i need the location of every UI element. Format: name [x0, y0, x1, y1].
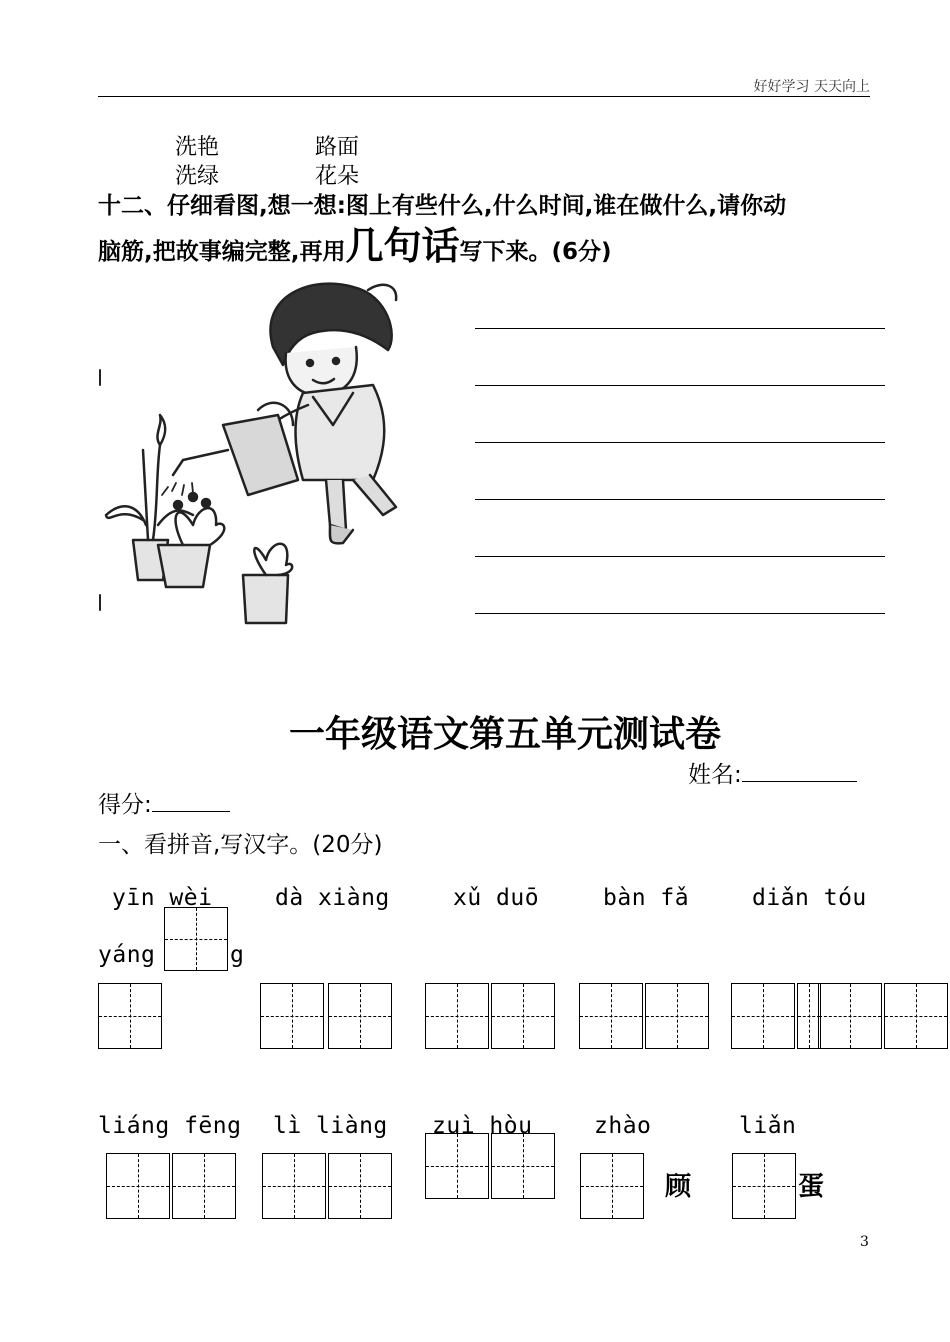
header-rule: [98, 96, 870, 97]
writing-line-3[interactable]: [475, 442, 885, 443]
writing-box-r1-2[interactable]: [260, 983, 324, 1049]
score-field: [98, 786, 230, 819]
writing-box-r1-1[interactable]: [98, 983, 162, 1049]
pinyin-1-6: yáng: [98, 942, 156, 968]
score-blank[interactable]: [152, 791, 230, 812]
writing-box-r1-6[interactable]: [579, 983, 643, 1049]
eye-left-shape: [307, 360, 313, 366]
writing-box-overlap[interactable]: [164, 907, 228, 971]
q12-line2-emphasis: 几句话: [345, 224, 460, 268]
char-dan: 蛋: [798, 1172, 825, 1202]
pinyin-1-5: diǎn tóu: [752, 885, 867, 911]
q12-line1: 十二、仔细看图,想一想:图上有些什么,什么时间,谁在做什么,请你动: [98, 193, 787, 219]
eye-right-shape: [333, 358, 339, 364]
writing-line-4[interactable]: [475, 499, 885, 500]
writing-box-r2-8[interactable]: [732, 1153, 796, 1219]
pinyin-1-1: yīn wèi: [112, 885, 213, 911]
writing-line-1[interactable]: [475, 328, 885, 329]
pinyin-2-2: lì liàng: [273, 1113, 388, 1139]
watering-can-body: [223, 415, 298, 495]
pinyin-2-1: liáng fēng: [98, 1113, 242, 1139]
char-gu: 顾: [665, 1172, 692, 1202]
body-shape: [296, 385, 385, 480]
writing-box-r1-11[interactable]: [884, 983, 948, 1049]
name-label: 姓名:: [688, 762, 742, 788]
q12-line2-before: 脑筋,把故事编完整,再用: [98, 239, 346, 265]
q12-line2-after: 写下来。(6分): [459, 239, 612, 265]
q1-heading: 一、看拼音,写汉字。(20分): [98, 832, 383, 858]
plant-leaves-middle: [176, 508, 225, 545]
writing-line-2[interactable]: [475, 385, 885, 386]
pinyin-1-2: dà xiàng: [275, 885, 390, 911]
writing-box-r1-7[interactable]: [645, 983, 709, 1049]
plant-leaves-right: [254, 544, 292, 575]
writing-box-r1-10[interactable]: [818, 983, 882, 1049]
writing-line-5[interactable]: [475, 556, 885, 557]
writing-box-r1-8[interactable]: [731, 983, 795, 1049]
writing-line-6[interactable]: [475, 613, 885, 614]
word-right-bottom: 花朵: [315, 164, 360, 189]
pot-right-shape: [243, 575, 288, 623]
score-label: 得分:: [98, 792, 152, 818]
leg-right-shape: [353, 475, 396, 515]
pinyin-1-4: bàn fǎ: [603, 885, 690, 911]
flower-dot-1: [174, 501, 182, 509]
water-drops: [162, 483, 193, 495]
watering-can-spout: [173, 450, 228, 475]
pinyin-2-4: zhào: [594, 1113, 652, 1139]
page-number: 3: [860, 1234, 869, 1250]
writing-box-r1-4[interactable]: [425, 983, 489, 1049]
word-left-bottom: 洗绿: [175, 164, 220, 189]
name-field: [688, 756, 857, 789]
writing-box-r2-3[interactable]: [262, 1153, 326, 1219]
pot-middle-shape: [158, 545, 210, 587]
pinyin-2-5: liǎn: [739, 1113, 797, 1139]
writing-box-r1-5[interactable]: [491, 983, 555, 1049]
q12-line2: [98, 222, 612, 276]
word-left-top: 洗艳: [175, 135, 220, 160]
writing-box-r2-7[interactable]: [580, 1153, 644, 1219]
writing-box-r2-2[interactable]: [172, 1153, 236, 1219]
boot-shape: [330, 525, 353, 543]
pinyin-2-3: zuì hòu: [432, 1113, 533, 1139]
writing-box-r2-1[interactable]: [106, 1153, 170, 1219]
writing-box-r2-4[interactable]: [328, 1153, 392, 1219]
name-blank[interactable]: [742, 761, 857, 782]
test-title: 一年级语文第五单元测试卷: [288, 714, 721, 755]
writing-box-r2-5[interactable]: [425, 1133, 489, 1199]
writing-box-r2-6[interactable]: [491, 1133, 555, 1199]
flower-dot-3: [202, 499, 210, 507]
word-right-top: 路面: [315, 135, 360, 160]
writing-box-r1-3[interactable]: [328, 983, 392, 1049]
pinyin-1-6-tail: g: [230, 942, 245, 968]
leg-left-shape: [326, 480, 346, 530]
girl-watering-flowers-illustration: [98, 275, 398, 630]
plant-flower-tall: [157, 415, 165, 445]
pinyin-1-3: xǔ duō: [453, 885, 540, 911]
header-motto: 好好学习 天天向上: [753, 79, 870, 95]
flower-dot-2: [189, 493, 197, 501]
